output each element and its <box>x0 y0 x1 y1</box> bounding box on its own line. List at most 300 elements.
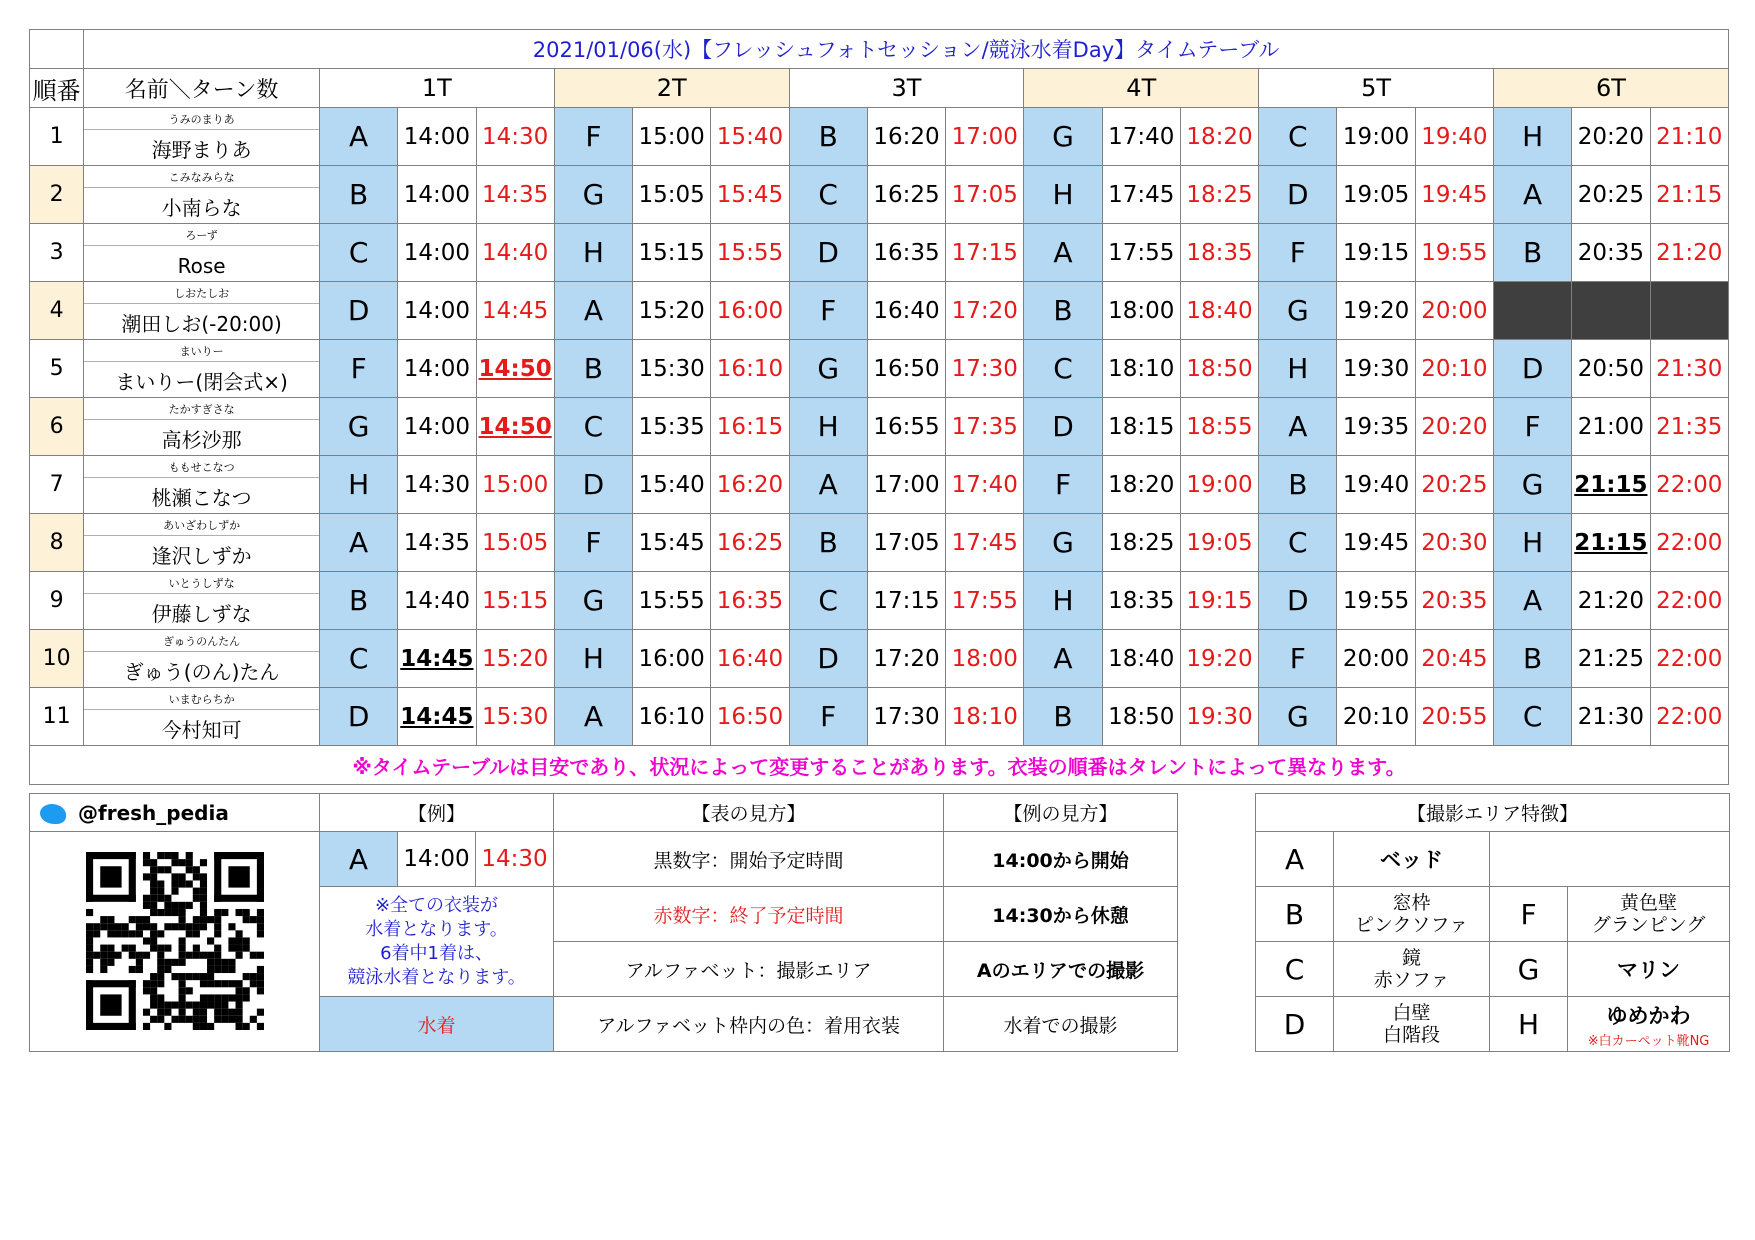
start-time: 16:20 <box>867 108 945 166</box>
area-c-desc: 鏡 赤ソファ <box>1334 942 1490 997</box>
end-time: 18:35 <box>1180 224 1258 282</box>
timetable <box>29 29 1729 785</box>
area-d-letter: D <box>1256 997 1334 1052</box>
area-cell: H <box>1024 572 1102 630</box>
start-time: 14:45 <box>398 630 476 688</box>
end-time: 18:50 <box>1180 340 1258 398</box>
area-cell: D <box>319 688 397 746</box>
example-area: A <box>320 832 398 887</box>
end-time: 19:30 <box>1180 688 1258 746</box>
end-time: 16:25 <box>711 514 789 572</box>
end-time: 19:45 <box>1415 166 1493 224</box>
start-time: 14:00 <box>398 166 476 224</box>
end-time: 15:20 <box>476 630 554 688</box>
end-time: 20:35 <box>1415 572 1493 630</box>
end-time: 16:00 <box>711 282 789 340</box>
start-time: 18:50 <box>1102 688 1180 746</box>
area-cell: A <box>319 108 397 166</box>
talent-name-cell <box>84 340 320 398</box>
start-time: 17:00 <box>867 456 945 514</box>
start-time: 14:30 <box>398 456 476 514</box>
area-h-letter: H <box>1490 997 1568 1052</box>
end-time: 15:15 <box>476 572 554 630</box>
start-time: 18:40 <box>1102 630 1180 688</box>
start-time: 21:30 <box>1572 688 1650 746</box>
area-cell: D <box>1024 398 1102 456</box>
end-time: 18:20 <box>1180 108 1258 166</box>
area-cell: G <box>1024 514 1102 572</box>
area-cell: A <box>1259 398 1337 456</box>
talent-name-cell <box>84 166 320 224</box>
start-time: 20:50 <box>1572 340 1650 398</box>
area-d-desc: 白壁 白階段 <box>1334 997 1490 1052</box>
area-cell: F <box>554 514 632 572</box>
talent-name-cell <box>84 630 320 688</box>
furigana: たかすぎさな <box>84 399 319 420</box>
area-features-header: 【撮影エリア特徴】 <box>1256 794 1730 832</box>
start-time <box>1572 282 1650 340</box>
end-time: 17:20 <box>946 282 1024 340</box>
area-cell: G <box>1259 688 1337 746</box>
howto-color: アルファベット枠内の色：着用衣装 <box>554 997 944 1052</box>
talent-name-cell <box>84 224 320 282</box>
start-time: 19:45 <box>1337 514 1415 572</box>
start-time: 14:35 <box>398 514 476 572</box>
area-f-desc: 黄色壁 グランピング <box>1568 887 1730 942</box>
end-time: 22:00 <box>1650 630 1729 688</box>
row-number: 1 <box>30 108 84 166</box>
area-cell: A <box>1024 630 1102 688</box>
end-time: 19:05 <box>1180 514 1258 572</box>
area-cell: C <box>1259 514 1337 572</box>
area-cell: G <box>789 340 867 398</box>
area-cell: D <box>789 224 867 282</box>
turn-header-5: 5T <box>1259 69 1494 108</box>
start-time: 14:45 <box>398 688 476 746</box>
area-cell: H <box>319 456 397 514</box>
reading-start: 14:00から開始 <box>944 832 1178 887</box>
start-time: 15:55 <box>633 572 711 630</box>
name-turns-header: 名前＼ターン数 <box>84 69 320 108</box>
turn-header-4: 4T <box>1024 69 1259 108</box>
page-title: 2021/01/06(水)【フレッシュフォトセッション/競泳水着Day】タイムテーブル <box>84 30 1729 69</box>
end-time: 17:40 <box>946 456 1024 514</box>
start-time: 16:10 <box>633 688 711 746</box>
area-cell: F <box>1259 630 1337 688</box>
end-time: 17:35 <box>946 398 1024 456</box>
talent-name-cell <box>84 688 320 746</box>
start-time: 15:30 <box>633 340 711 398</box>
area-cell: C <box>1259 108 1337 166</box>
row-number: 8 <box>30 514 84 572</box>
end-time: 20:30 <box>1415 514 1493 572</box>
end-time: 18:55 <box>1180 398 1258 456</box>
twitter-bird-icon <box>40 804 66 824</box>
area-cell: D <box>1493 340 1571 398</box>
end-time: 17:55 <box>946 572 1024 630</box>
example-start: 14:00 <box>398 832 476 887</box>
area-cell: B <box>789 514 867 572</box>
start-time: 17:40 <box>1102 108 1180 166</box>
legend-area <box>29 793 1730 1052</box>
end-time: 16:15 <box>711 398 789 456</box>
furigana: ももせこなつ <box>84 457 319 478</box>
end-time: 21:15 <box>1650 166 1729 224</box>
area-cell: D <box>789 630 867 688</box>
area-cell: H <box>789 398 867 456</box>
area-cell: H <box>1493 108 1571 166</box>
row-number: 11 <box>30 688 84 746</box>
end-time: 14:30 <box>476 108 554 166</box>
area-cell: F <box>789 282 867 340</box>
spacer <box>1178 794 1256 832</box>
area-cell: C <box>319 224 397 282</box>
end-time: 22:00 <box>1650 514 1729 572</box>
end-time: 16:10 <box>711 340 789 398</box>
qr-code-cell <box>30 832 320 1052</box>
table-row <box>30 282 1729 340</box>
row-number: 3 <box>30 224 84 282</box>
end-time: 17:45 <box>946 514 1024 572</box>
end-time: 16:40 <box>711 630 789 688</box>
start-time: 15:20 <box>633 282 711 340</box>
end-time: 17:00 <box>946 108 1024 166</box>
end-time: 16:35 <box>711 572 789 630</box>
area-cell: A <box>1024 224 1102 282</box>
start-time: 16:35 <box>867 224 945 282</box>
start-time: 16:50 <box>867 340 945 398</box>
talent-name-cell <box>84 456 320 514</box>
talent-name: 今村知可 <box>161 718 242 742</box>
start-time: 19:00 <box>1337 108 1415 166</box>
row-number: 10 <box>30 630 84 688</box>
end-time: 15:00 <box>476 456 554 514</box>
start-time: 19:20 <box>1337 282 1415 340</box>
area-g-letter: G <box>1490 942 1568 997</box>
area-h-desc: ゆめかわ ※白カーペット靴NG <box>1568 997 1730 1052</box>
talent-name-cell <box>84 398 320 456</box>
area-cell: D <box>554 456 632 514</box>
talent-name: 桃瀬こなつ <box>151 486 252 510</box>
end-time: 21:10 <box>1650 108 1729 166</box>
start-time: 19:35 <box>1337 398 1415 456</box>
start-time: 16:00 <box>633 630 711 688</box>
start-time: 20:00 <box>1337 630 1415 688</box>
talent-name-cell <box>84 514 320 572</box>
turn-header-2: 2T <box>554 69 789 108</box>
start-time: 18:00 <box>1102 282 1180 340</box>
area-cell: F <box>319 340 397 398</box>
start-time: 15:00 <box>633 108 711 166</box>
end-time: 18:25 <box>1180 166 1258 224</box>
end-time: 16:20 <box>711 456 789 514</box>
area-empty <box>1490 832 1730 887</box>
talent-name-cell <box>84 282 320 340</box>
example-header: 【例】 <box>320 794 554 832</box>
start-time: 18:15 <box>1102 398 1180 456</box>
end-time: 14:40 <box>476 224 554 282</box>
end-time: 20:45 <box>1415 630 1493 688</box>
area-cell: H <box>554 224 632 282</box>
order-header: 順番 <box>30 69 84 108</box>
end-time: 18:10 <box>946 688 1024 746</box>
area-cell: B <box>1024 688 1102 746</box>
twitter-handle[interactable]: @fresh_pedia <box>30 794 320 832</box>
row-number: 2 <box>30 166 84 224</box>
spacer <box>1178 942 1256 997</box>
area-cell: H <box>1259 340 1337 398</box>
start-time: 14:00 <box>398 398 476 456</box>
start-time: 20:20 <box>1572 108 1650 166</box>
end-time: 21:20 <box>1650 224 1729 282</box>
start-time: 16:25 <box>867 166 945 224</box>
start-time: 17:15 <box>867 572 945 630</box>
area-cell: D <box>319 282 397 340</box>
area-cell: A <box>1493 166 1571 224</box>
end-time: 20:25 <box>1415 456 1493 514</box>
end-time: 15:05 <box>476 514 554 572</box>
area-cell: C <box>789 166 867 224</box>
end-time: 18:00 <box>946 630 1024 688</box>
end-time: 14:50 <box>476 340 554 398</box>
end-time: 14:45 <box>476 282 554 340</box>
end-time: 14:50 <box>476 398 554 456</box>
area-b-desc: 窓枠 ピンクソファ <box>1334 887 1490 942</box>
start-time: 19:15 <box>1337 224 1415 282</box>
notice-row <box>30 746 1729 785</box>
end-time: 14:35 <box>476 166 554 224</box>
end-time: 17:05 <box>946 166 1024 224</box>
area-a-desc: ベッド <box>1334 832 1490 887</box>
table-row <box>30 630 1729 688</box>
end-time: 19:00 <box>1180 456 1258 514</box>
row-number: 7 <box>30 456 84 514</box>
end-time: 19:15 <box>1180 572 1258 630</box>
end-time: 15:30 <box>476 688 554 746</box>
area-cell: B <box>319 572 397 630</box>
area-cell: A <box>554 688 632 746</box>
talent-name: まいりー(閉会式×) <box>115 370 288 394</box>
table-row <box>30 514 1729 572</box>
howto-header: 【表の見方】 <box>554 794 944 832</box>
start-time: 14:00 <box>398 282 476 340</box>
start-time: 18:25 <box>1102 514 1180 572</box>
start-time: 20:25 <box>1572 166 1650 224</box>
end-time: 22:00 <box>1650 688 1729 746</box>
end-time: 15:40 <box>711 108 789 166</box>
start-time: 17:20 <box>867 630 945 688</box>
area-cell <box>1493 282 1571 340</box>
area-cell: B <box>554 340 632 398</box>
end-time: 20:20 <box>1415 398 1493 456</box>
table-row <box>30 398 1729 456</box>
area-cell: B <box>1493 630 1571 688</box>
area-cell: F <box>1493 398 1571 456</box>
howto-red: 赤数字：終了予定時間 <box>554 887 944 942</box>
area-cell: H <box>1493 514 1571 572</box>
area-cell: G <box>1259 282 1337 340</box>
start-time: 14:40 <box>398 572 476 630</box>
furigana: こみなみらな <box>84 167 319 188</box>
notice-text: ※タイムテーブルは目安であり、状況によって変更することがあります。衣装の順番はタレントによって異なります。 <box>30 746 1729 785</box>
talent-name: 逢沢しずか <box>151 544 252 568</box>
example-end: 14:30 <box>476 832 554 887</box>
area-cell: B <box>319 166 397 224</box>
start-time: 21:15 <box>1572 514 1650 572</box>
talent-name: Rose <box>177 254 226 278</box>
start-time: 20:35 <box>1572 224 1650 282</box>
start-time: 15:15 <box>633 224 711 282</box>
area-cell: H <box>1024 166 1102 224</box>
area-a-letter: A <box>1256 832 1334 887</box>
end-time: 18:40 <box>1180 282 1258 340</box>
area-cell: F <box>1259 224 1337 282</box>
start-time: 15:35 <box>633 398 711 456</box>
end-time: 15:45 <box>711 166 789 224</box>
costume-note: ※全ての衣装が 水着となります。 6着中1着は、 競泳水着となります。 <box>320 887 554 997</box>
table-row <box>30 688 1729 746</box>
furigana: うみのまりあ <box>84 109 319 130</box>
swimsuit-swatch: 水着 <box>320 997 554 1052</box>
start-time: 16:55 <box>867 398 945 456</box>
end-time: 20:10 <box>1415 340 1493 398</box>
start-time: 19:05 <box>1337 166 1415 224</box>
end-time: 20:55 <box>1415 688 1493 746</box>
qr-code[interactable] <box>86 852 264 1030</box>
start-time: 15:45 <box>633 514 711 572</box>
talent-name: 小南らな <box>161 196 242 220</box>
start-time: 15:05 <box>633 166 711 224</box>
start-time: 18:35 <box>1102 572 1180 630</box>
start-time: 19:30 <box>1337 340 1415 398</box>
start-time: 21:25 <box>1572 630 1650 688</box>
example-reading-header: 【例の見方】 <box>944 794 1178 832</box>
spacer <box>1178 832 1256 887</box>
end-time: 19:40 <box>1415 108 1493 166</box>
area-cell: C <box>554 398 632 456</box>
end-time: 17:30 <box>946 340 1024 398</box>
end-time: 21:30 <box>1650 340 1729 398</box>
start-time: 16:40 <box>867 282 945 340</box>
end-time: 17:15 <box>946 224 1024 282</box>
area-f-letter: F <box>1490 887 1568 942</box>
talent-name: 高杉沙那 <box>161 428 242 452</box>
area-cell: A <box>554 282 632 340</box>
howto-letter: アルファベット：撮影エリア <box>554 942 944 997</box>
end-time <box>1650 282 1729 340</box>
talent-name: ぎゅう(のん)たん <box>123 660 280 684</box>
furigana: ぎゅうのんたん <box>84 631 319 652</box>
table-row <box>30 572 1729 630</box>
end-time: 19:20 <box>1180 630 1258 688</box>
area-cell: C <box>1493 688 1571 746</box>
talent-name: 潮田しお(-20:00) <box>121 312 282 336</box>
area-cell: F <box>1024 456 1102 514</box>
area-cell: C <box>319 630 397 688</box>
talent-name: 海野まりあ <box>151 138 252 162</box>
row-number: 4 <box>30 282 84 340</box>
area-cell: C <box>1024 340 1102 398</box>
area-cell: F <box>789 688 867 746</box>
start-time: 19:40 <box>1337 456 1415 514</box>
corner-cell <box>30 30 84 69</box>
row-number: 5 <box>30 340 84 398</box>
row-number: 9 <box>30 572 84 630</box>
end-time: 15:55 <box>711 224 789 282</box>
start-time: 18:10 <box>1102 340 1180 398</box>
end-time: 20:00 <box>1415 282 1493 340</box>
area-cell: H <box>554 630 632 688</box>
turn-header-1: 1T <box>319 69 554 108</box>
start-time: 15:40 <box>633 456 711 514</box>
start-time: 14:00 <box>398 340 476 398</box>
talent-name-cell <box>84 572 320 630</box>
area-cell: G <box>319 398 397 456</box>
start-time: 14:00 <box>398 108 476 166</box>
talent-name-cell <box>84 108 320 166</box>
reading-break: 14:30から休憩 <box>944 887 1178 942</box>
talent-name: 伊藤しずな <box>151 602 252 626</box>
start-time: 18:20 <box>1102 456 1180 514</box>
start-time: 14:00 <box>398 224 476 282</box>
furigana: あいざわしずか <box>84 515 319 536</box>
start-time: 21:20 <box>1572 572 1650 630</box>
table-row <box>30 166 1729 224</box>
end-time: 22:00 <box>1650 572 1729 630</box>
area-cell: G <box>554 166 632 224</box>
area-cell: D <box>1259 166 1337 224</box>
start-time: 17:45 <box>1102 166 1180 224</box>
area-cell: G <box>1024 108 1102 166</box>
howto-black: 黒数字：開始予定時間 <box>554 832 944 887</box>
area-cell: G <box>1493 456 1571 514</box>
turn-header-3: 3T <box>789 69 1024 108</box>
end-time: 19:55 <box>1415 224 1493 282</box>
reading-swimsuit: 水着での撮影 <box>944 997 1178 1052</box>
start-time: 17:55 <box>1102 224 1180 282</box>
start-time: 21:00 <box>1572 398 1650 456</box>
row-number: 6 <box>30 398 84 456</box>
area-cell: A <box>1493 572 1571 630</box>
start-time: 17:30 <box>867 688 945 746</box>
start-time: 17:05 <box>867 514 945 572</box>
table-row <box>30 108 1729 166</box>
furigana: まいりー <box>84 341 319 362</box>
furigana: いとうしずな <box>84 573 319 594</box>
area-cell: B <box>1259 456 1337 514</box>
area-cell: A <box>319 514 397 572</box>
table-row <box>30 224 1729 282</box>
area-cell: F <box>554 108 632 166</box>
reading-area: Aのエリアでの撮影 <box>944 942 1178 997</box>
spacer <box>1178 997 1256 1052</box>
spacer <box>1178 887 1256 942</box>
end-time: 22:00 <box>1650 456 1729 514</box>
start-time: 20:10 <box>1337 688 1415 746</box>
start-time: 19:55 <box>1337 572 1415 630</box>
area-c-letter: C <box>1256 942 1334 997</box>
area-cell: A <box>789 456 867 514</box>
furigana: ろーず <box>84 225 319 246</box>
start-time: 21:15 <box>1572 456 1650 514</box>
end-time: 16:50 <box>711 688 789 746</box>
furigana: しおたしお <box>84 283 319 304</box>
area-b-letter: B <box>1256 887 1334 942</box>
furigana: いまむらちか <box>84 689 319 710</box>
table-row <box>30 456 1729 514</box>
area-cell: D <box>1259 572 1337 630</box>
area-cell: B <box>789 108 867 166</box>
